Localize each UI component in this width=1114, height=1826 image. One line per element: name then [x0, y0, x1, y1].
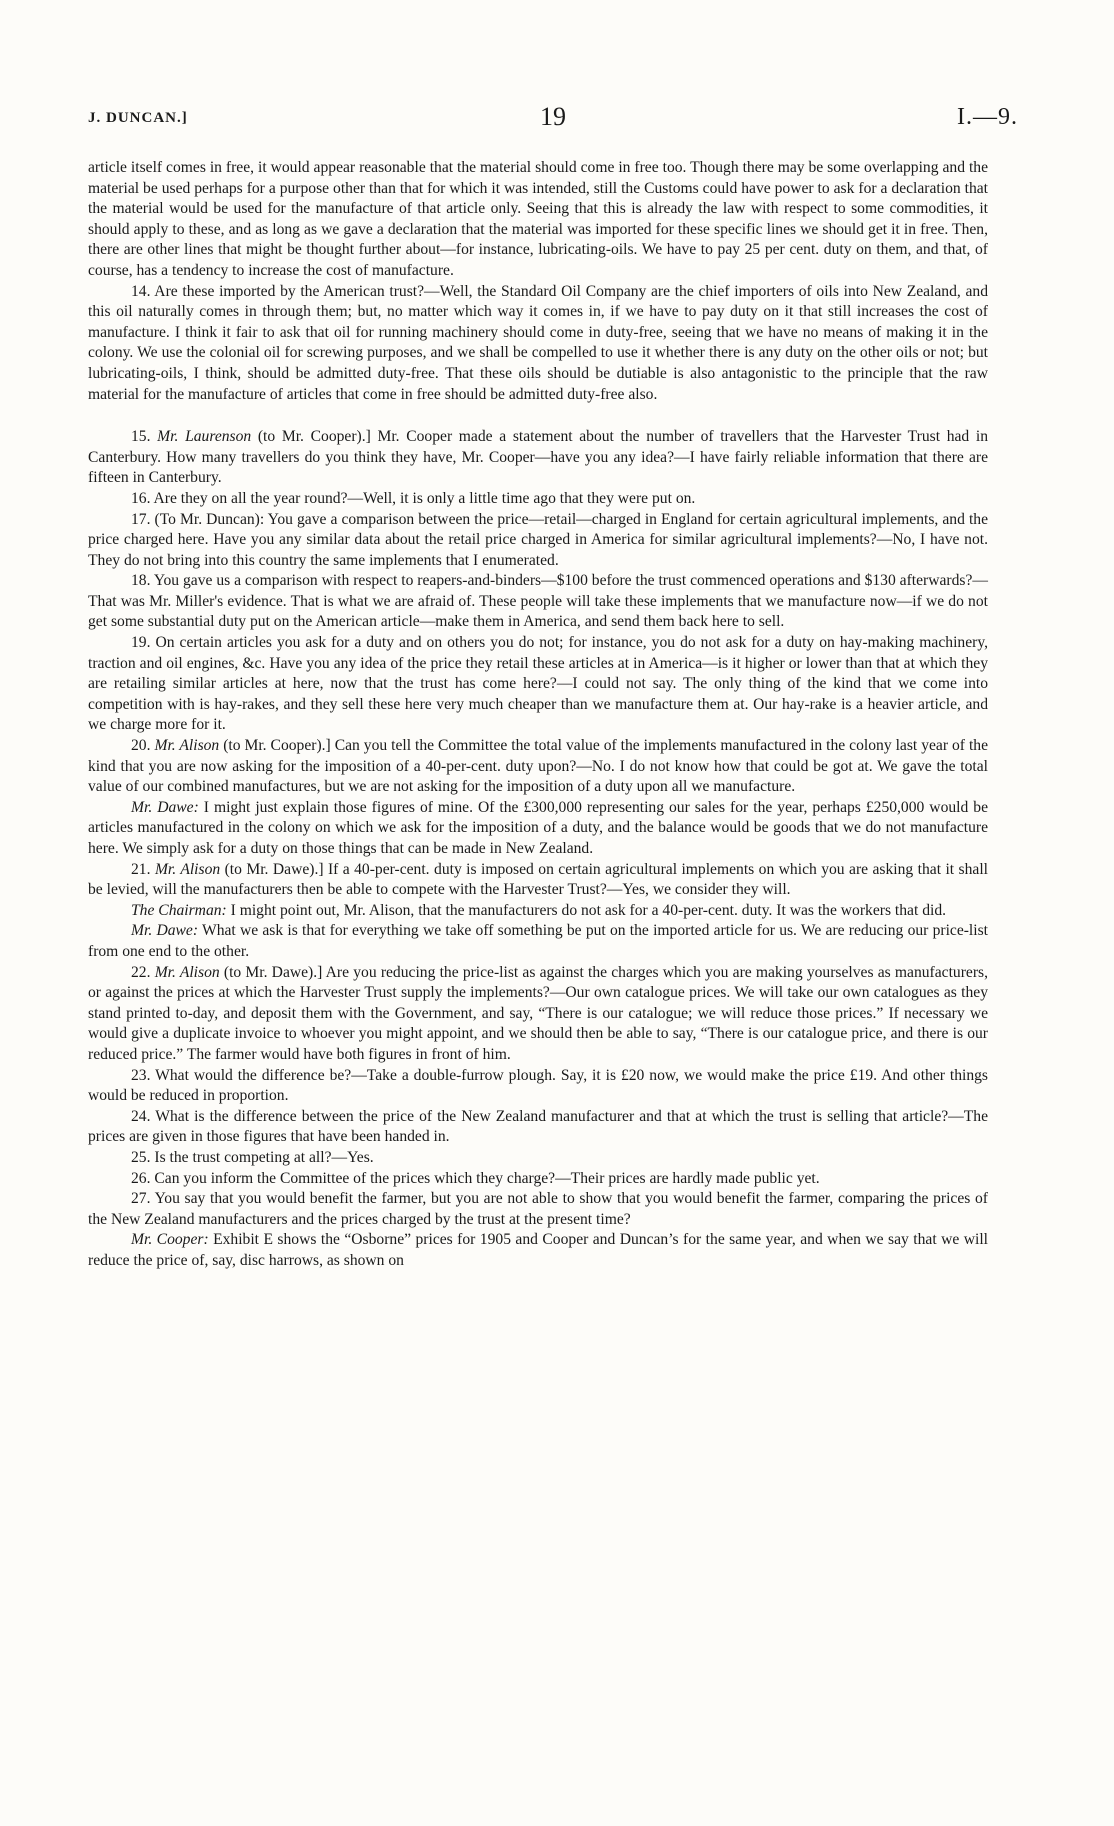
- speaker-name: Mr. Dawe:: [131, 798, 199, 816]
- speaker-name: Mr. Alison: [154, 860, 221, 878]
- paragraph-text: 17. (To Mr. Duncan): You gave a comparison between the price—retail—charged in England for certain agricultural implements, and the price charged here. Have you any similar data about the retail price charged in America for similar agricultural implements?—No, I have not. They do not bring into this country the same implements that I enumerated.: [88, 510, 988, 569]
- speaker-name: Mr. Alison: [154, 963, 220, 981]
- paragraph-text: 20.: [131, 737, 155, 755]
- paragraph-text: 19. On certain articles you ask for a duty and on others you do not; for instance, you do not ask for a duty on hay-making machinery, traction and oil engines, &c. Have you any idea of the price they retail these articles at in America—is it higher or lower than that at which they are retailing similar articles at here, now that the trust has come here?—I could not say. The only thing of the kind that we come into competition with is hay-rakes, and they sell these here very much cheaper than we manufacture them at. Our hay-rake is a heavier article, and we charge more for it.: [88, 634, 988, 734]
- speaker-name: The Chairman:: [131, 901, 227, 919]
- paragraph-text: 26. Can you inform the Committee of the prices which they charge?—Their prices are hardly made public yet.: [131, 1169, 820, 1187]
- paragraph-p23: [88, 1066, 988, 1107]
- paragraph-text: I might just explain those figures of mine. Of the £300,000 representing our sales for the year, perhaps £250,000 would be articles manufactured in the colony on which we ask for the imposition of a duty, and the balance would be goods that we do not manufacture here. We simply ask for a duty on those things that can be made in New Zealand.: [88, 798, 989, 857]
- paragraph-text: 21.: [131, 860, 155, 878]
- paragraph-text: 15.: [131, 428, 158, 446]
- paragraph-text: 16. Are they on all the year round?—Well, it is only a little time ago that they were put on.: [131, 489, 696, 507]
- paragraph-text: (to Mr. Cooper).] Mr. Cooper made a statement about the number of travellers that the Harvester Trust had in Canterbury. How many travellers do you think they have, Mr. Cooper—have you any idea?—I have fairly reliable information that there are fifteen in Canterbury.: [88, 428, 989, 487]
- paragraph-text: I might point out, Mr. Alison, that the manufacturers do not ask for a 40-per-cent. duty. It was the workers that did.: [226, 901, 947, 919]
- paragraph-p25: [88, 1148, 988, 1169]
- paragraph-p18: [88, 571, 988, 633]
- paragraph-text: 18. You gave us a comparison with respect to reapers-and-binders—$100 before the trust commenced operations and $130 afterwards?—That was Mr. Miller's evidence. That is what we are afraid of. These people will take these implements that we manufacture now—if we do not get some substantial duty put on the American article—make them in America, and send them back here to sell.: [88, 572, 988, 631]
- paragraph-pDawe1: [88, 798, 988, 860]
- speaker-name: Mr. Cooper:: [131, 1231, 209, 1249]
- section-gap: [88, 405, 988, 427]
- speaker-name: Mr. Laurenson: [157, 428, 252, 446]
- paragraph-p15: [88, 427, 988, 489]
- speaker-name: Mr. Alison: [154, 737, 220, 755]
- paragraph-text: (to Mr. Cooper).] Can you tell the Committee the total value of the implements manufactured in the colony last year of the kind that you are now asking for the imposition of a 40-per-cent. duty upon?—No. I do not know how that could be got at. We gave the total value of our combined manufactures, but we are not asking for the imposition of a duty upon all we manufacture.: [88, 737, 989, 796]
- paragraph-pDawe2: [88, 921, 988, 962]
- page-header: [88, 102, 1018, 138]
- paragraph-text: article itself comes in free, it would appear reasonable that the material should come in free too. Though there may be some overlapping and the material be used perhaps for a purpose other than that for which it was intended, still the Customs could have power to ask for a declaration that the material would be used for the manufacture of that article only. Seeing that this is already the law with respect to some commodities, it should apply to these, and as long as we gave a declaration that the material was imported for these specific lines we should get it in free. Then, there are other lines that might be thought further about—for instance, lubricating-oils. We have to pay 25 per cent. duty on them, and that, of course, has a tendency to increase the cost of manufacture.: [88, 159, 988, 279]
- paragraph-p17: [88, 510, 988, 572]
- speaker-name: Mr. Dawe:: [131, 922, 199, 940]
- paragraph-p21: [88, 860, 988, 901]
- paragraph-p20: [88, 736, 988, 798]
- paragraph-pCooper: [88, 1230, 988, 1271]
- paragraph-p26: [88, 1169, 988, 1190]
- paragraph-text: 27. You say that you would benefit the farmer, but you are not able to show that you would benefit the farmer, comparing the prices of the New Zealand manufacturers and the prices charged by the trust at the present time?: [88, 1190, 988, 1228]
- paragraph-p24: [88, 1107, 988, 1148]
- paragraph-text: (to Mr. Dawe).] Are you reducing the price-list as against the charges which you are making yourselves as manufacturers, or against the prices at which the Harvester Trust supply the implements?—Our own catalogue prices. We will take our own catalogues as they stand printed to-day, and deposit them with the Government, and say, “There is our catalogue; we will reduce those prices.” If necessary we would give a duplicate invoice to whoever you might appoint, and we should then be able to say, “There is our catalogue price, and there is our reduced price.” The farmer would have both figures in front of him.: [88, 963, 988, 1063]
- paragraph-p19: [88, 633, 988, 736]
- paragraph-text: 25. Is the trust competing at all?—Yes.: [131, 1148, 374, 1166]
- paragraph-text: 23. What would the difference be?—Take a double-furrow plough. Say, it is £20 now, we would make the price £19. And other things would be reduced in proportion.: [88, 1066, 988, 1105]
- paragraph-text: What we ask is that for everything we take off something be put on the imported article for us. We are reducing our price-list from one end to the other.: [88, 922, 988, 960]
- body-text: [88, 158, 988, 1271]
- witness-name: J. DUNCAN.]: [88, 110, 188, 126]
- paragraph-text: 14. Are these imported by the American trust?—Well, the Standard Oil Company are the chief importers of oils into New Zealand, and this oil naturally comes in through them; but, no matter which way it comes in, if we have to pay duty on it that still increases the cost of manufacture. I think it fair to ask that oil for running machinery should come in duty-free, seeing that we have no means of making it in the colony. We use the colonial oil for screwing purposes, and we shall be compelled to use it whether there is any duty on the other oils or not; but lubricating-oils, I think, should be admitted duty-free. That these oils should be dutiable is also antagonistic to the principle that the raw material for the manufacture of articles that come in free should be admitted duty-free also.: [88, 282, 988, 403]
- paragraph-p0: [88, 158, 988, 282]
- paragraph-text: Exhibit E shows the “Osborne” prices for 1905 and Cooper and Duncan’s for the same year, and when we say that we will reduce the price of, say, disc harrows, as shown on: [88, 1231, 988, 1269]
- paragraph-p16: [88, 489, 988, 510]
- paragraph-pChair: [88, 901, 988, 922]
- paragraph-text: (to Mr. Dawe).] If a 40-per-cent. duty is imposed on certain agricultural implements on which you are asking that it shall be levied, will the manufacturers then be able to compete with the Harvester Trust?—Yes, we consider they will.: [88, 860, 989, 899]
- paragraph-p14: [88, 282, 988, 406]
- page-number: 19: [540, 102, 566, 131]
- paragraph-p27: [88, 1189, 988, 1230]
- document-reference: I.—9.: [957, 104, 1018, 130]
- paragraph-text: 22.: [131, 963, 155, 981]
- paragraph-p22: [88, 963, 988, 1066]
- paragraph-text: 24. What is the difference between the price of the New Zealand manufacturer and that at which the trust is selling that article?—The prices are given in those figures that have been handed in.: [88, 1107, 988, 1146]
